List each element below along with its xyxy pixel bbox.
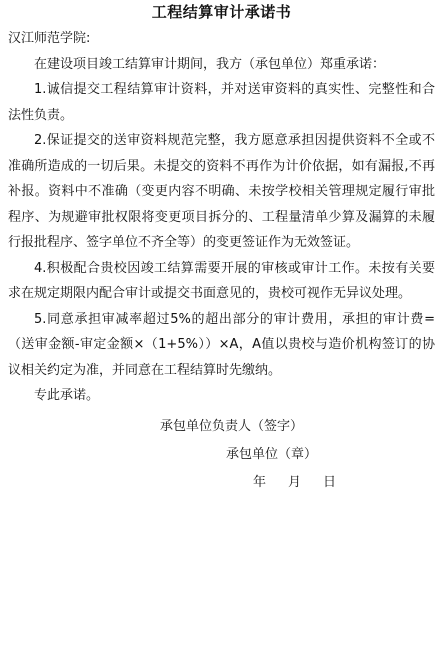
date-year-label: 年 bbox=[253, 474, 267, 490]
closing-statement: 专此承诺。 bbox=[34, 388, 100, 403]
signature-representative: 承包单位负责人（签字） bbox=[160, 418, 304, 434]
paragraph-item-1: 1.诚信提交工程结算审计资料，并对送审资料的真实性、完整性和合法性负责。 bbox=[8, 82, 435, 123]
paragraph-item-4: 4.积极配合贵校因竣工结算需要开展的审核或审计工作。未按有关要求在规定期限内配合审计或提交书面意见的，贵校可视作无异议处理。 bbox=[8, 260, 435, 301]
paragraph-item-2: 2.保证提交的送审资料规范完整，我方愿意承担因提供资料不全或不准确所造成的一切后果。未提交的资料不再作为计价依据，如有漏报,不再补报。资料中不准确（变更内容不明确、未按学校相关管理规定履行审批程序、为规避审批权限将变更项目拆分的、工程量清单少算及漏算的未履行报批程序、签字单位不齐全等）的变更签证作为无效签证。 bbox=[8, 133, 435, 250]
paragraph-item-5: 5.同意承担审减率超过5%的超出部分的审计费用，承担的审计费=（送审金额-审定金额×（1+5%））×A，A值以贵校与造价机构签订的协议相关约定为准，并同意在工程结算时先缴纳。 bbox=[8, 311, 435, 378]
date-day-label: 日 bbox=[323, 474, 337, 490]
signature-unit-seal: 承包单位（章） bbox=[226, 446, 318, 462]
addressee: 汉江师范学院: bbox=[8, 31, 91, 46]
signature-date bbox=[8, 469, 435, 497]
date-month-label: 月 bbox=[288, 474, 302, 490]
document-title: 工程结算审计承诺书 bbox=[151, 3, 292, 21]
paragraph-intro: 在建设项目竣工结算审计期间，我方（承包单位）郑重承诺： bbox=[34, 56, 386, 72]
